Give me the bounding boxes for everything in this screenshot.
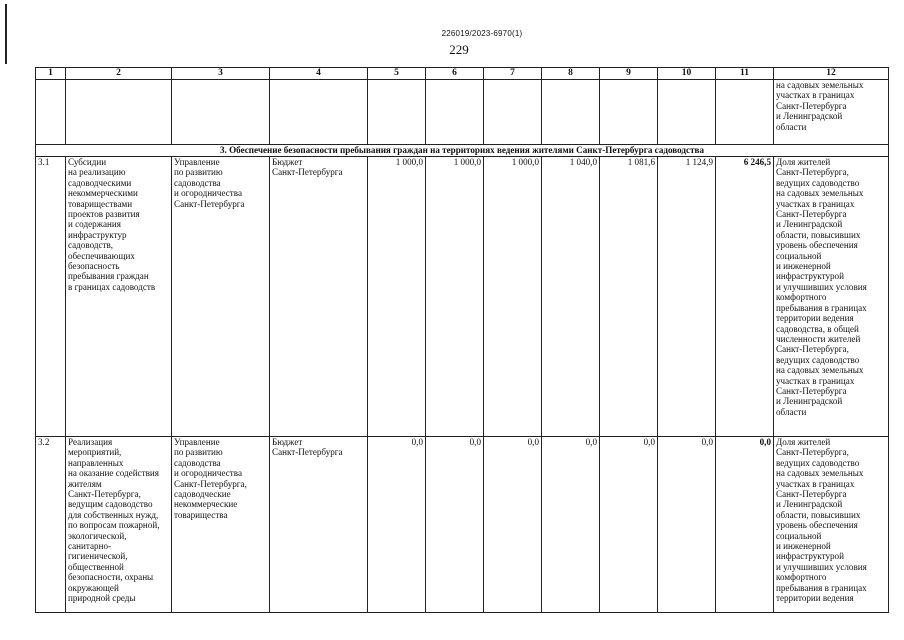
section-row	[36, 145, 889, 157]
amount-year-4: 1 040,0	[542, 157, 600, 437]
column-header: 8	[542, 68, 600, 80]
amount-year-2: 1 000,0	[426, 157, 484, 437]
amount-year-4: 0,0	[542, 437, 600, 613]
column-header: 6	[426, 68, 484, 80]
page-number: 229	[449, 42, 469, 57]
funding-source: Бюджет Санкт-Петербурга	[270, 157, 368, 437]
indicator-cell: Доля жителей Санкт-Петербурга, ведущих садоводство на садовых земельных участках в границах Санкт-Петербурга и Ленинградской области, повысивших уровень обеспечения социальной и инженерной инфраструктурой и улучшивших условия комфортного пребывания в границах территории ведения садоводства, в общей численности жителей Санкт-Петербурга, ведущих садоводство на садовых земельных участках в границах Санкт-Петербурга и Ленинградской области	[774, 157, 889, 437]
column-header: 1	[36, 68, 66, 80]
budget-table	[35, 67, 889, 613]
amount-year-1: 1 000,0	[368, 157, 426, 437]
table-row	[36, 437, 889, 613]
activity-name: Субсидии на реализацию садоводческими некоммерческими товариществами проектов развития и содержания инфраструктур садоводств, обеспечивающих безопасность пребывания граждан в границах садоводств	[66, 157, 172, 437]
column-header: 9	[600, 68, 658, 80]
column-header: 10	[658, 68, 716, 80]
section-title: 3. Обеспечение безопасности пребывания граждан на территориях ведения жителями Санкт-Петербурга садоводства	[36, 145, 889, 157]
document-number: 226019/2023-6970(1)	[441, 29, 523, 38]
amount-year-6: 0,0	[658, 437, 716, 613]
column-header: 2	[66, 68, 172, 80]
column-header: 5	[368, 68, 426, 80]
amount-year-3: 0,0	[484, 437, 542, 613]
column-header: 12	[774, 68, 889, 80]
indicator-cell: на садовых земельных участках в границах Санкт-Петербурга и Ленинградской области	[774, 80, 889, 145]
column-header: 11	[716, 68, 774, 80]
amount-total: 6 246,5	[716, 157, 774, 437]
amount-year-5: 0,0	[600, 437, 658, 613]
column-header: 3	[172, 68, 270, 80]
activity-name: Реализация мероприятий, направленных на оказание содействия жителям Санкт-Петербурга, ведущим садоводство для собственных нужд, по вопросам пожарной, экологической, санитарно- гигиенической, общественной безопасности, охраны окружающей природной среды	[66, 437, 172, 613]
amount-year-6: 1 124,9	[658, 157, 716, 437]
column-header: 7	[484, 68, 542, 80]
amount-year-1: 0,0	[368, 437, 426, 613]
executor: Управление по развитию садоводства и огородничества Санкт-Петербурга	[172, 157, 270, 437]
amount-year-5: 1 081,6	[600, 157, 658, 437]
amount-year-3: 1 000,0	[484, 157, 542, 437]
executor: Управление по развитию садоводства и огородничества Санкт-Петербурга, садоводческие некоммерческие товарищества	[172, 437, 270, 613]
column-header: 4	[270, 68, 368, 80]
amount-year-2: 0,0	[426, 437, 484, 613]
continuation-row	[36, 80, 889, 145]
funding-source: Бюджет Санкт-Петербурга	[270, 437, 368, 613]
row-id: 3.1	[36, 157, 66, 437]
row-id: 3.2	[36, 437, 66, 613]
indicator-cell: Доля жителей Санкт-Петербурга, ведущих садоводство на садовых земельных участках в границах Санкт-Петербурга и Ленинградской области, повысивших уровень обеспечения социальной и инженерной инфраструктурой и улучшивших условия комфортного пребывания в границах территории ведения	[774, 437, 889, 613]
column-number-row	[36, 68, 889, 80]
table-row	[36, 157, 889, 437]
amount-total: 0,0	[716, 437, 774, 613]
